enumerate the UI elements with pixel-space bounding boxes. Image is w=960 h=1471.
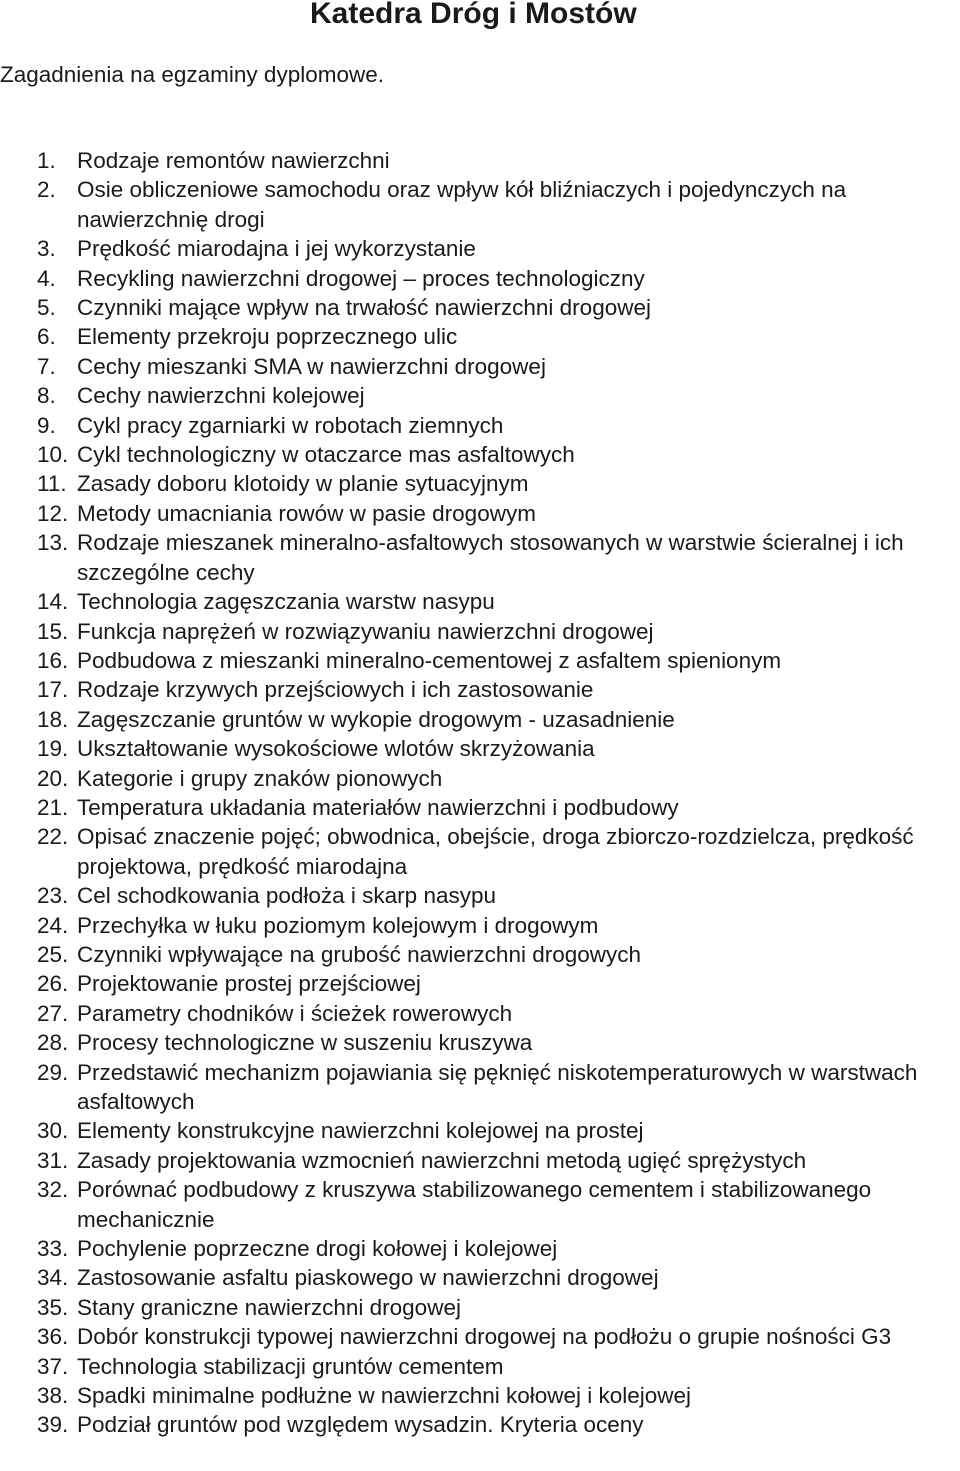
item-text: Spadki minimalne podłużne w nawierzchni kołowej i kolejowej bbox=[77, 1383, 692, 1409]
item-text: Technologia stabilizacji gruntów cementem bbox=[77, 1353, 504, 1379]
item-text: Procesy technologiczne w suszeniu kruszywa bbox=[77, 1030, 533, 1056]
list-item bbox=[0, 675, 960, 704]
item-number: 28. bbox=[37, 1030, 69, 1056]
item-text: Funkcja naprężeń w rozwiązywaniu nawierzchni drogowej bbox=[77, 618, 654, 644]
list-item bbox=[0, 793, 960, 822]
list-item bbox=[0, 1146, 960, 1175]
list-item bbox=[0, 146, 960, 175]
list-item bbox=[0, 1293, 960, 1322]
item-number: 8. bbox=[37, 383, 56, 409]
list-item bbox=[0, 469, 960, 498]
list-item bbox=[0, 764, 960, 793]
list-item bbox=[0, 1028, 960, 1057]
item-number: 38. bbox=[37, 1383, 69, 1409]
list-item bbox=[0, 822, 960, 881]
item-number: 29. bbox=[37, 1059, 69, 1085]
item-number: 15. bbox=[37, 618, 69, 644]
item-number: 5. bbox=[37, 295, 56, 321]
item-text: Projektowanie prostej przejściowej bbox=[77, 971, 421, 997]
list-item bbox=[0, 1116, 960, 1145]
item-text: Osie obliczeniowe samochodu oraz wpływ kół bliźniaczych i pojedynczych na nawierzchnię drogi bbox=[77, 177, 847, 232]
item-number: 11. bbox=[37, 471, 67, 497]
item-text: Porównać podbudowy z kruszywa stabilizowanego cementem i stabilizowanego mechanicznie bbox=[77, 1177, 872, 1232]
item-text: Rodzaje krzywych przejściowych i ich zastosowanie bbox=[77, 677, 594, 703]
item-number: 37. bbox=[37, 1353, 69, 1379]
item-number: 31. bbox=[37, 1147, 69, 1173]
item-number: 20. bbox=[37, 765, 69, 791]
list-item bbox=[0, 1381, 960, 1410]
item-text: Podział gruntów pod względem wysadzin. Kryteria oceny bbox=[77, 1412, 644, 1438]
list-item bbox=[0, 1322, 960, 1351]
page-title: Katedra Dróg i Mostów bbox=[310, 0, 637, 30]
item-number: 21. bbox=[37, 794, 69, 820]
item-number: 22. bbox=[37, 824, 69, 850]
item-text: Cel schodkowania podłoża i skarp nasypu bbox=[77, 883, 496, 909]
list-item bbox=[0, 646, 960, 675]
item-text: Kategorie i grupy znaków pionowych bbox=[77, 765, 443, 791]
list-item bbox=[0, 293, 960, 322]
item-text: Zasady projektowania wzmocnień nawierzchni metodą ugięć sprężystych bbox=[77, 1147, 807, 1173]
item-number: 36. bbox=[37, 1324, 69, 1350]
item-number: 24. bbox=[37, 912, 69, 938]
item-number: 12. bbox=[37, 500, 69, 526]
item-number: 23. bbox=[37, 883, 69, 909]
item-number: 10. bbox=[37, 442, 69, 468]
item-number: 26. bbox=[37, 971, 69, 997]
item-text: Rodzaje mieszanek mineralno-asfaltowych stosowanych w warstwie ścieralnej i ich szczególne cechy bbox=[77, 530, 904, 585]
list-item bbox=[0, 587, 960, 616]
list-item bbox=[0, 940, 960, 969]
item-number: 32. bbox=[37, 1177, 69, 1203]
list-item bbox=[0, 528, 960, 587]
item-number: 17. bbox=[37, 677, 69, 703]
document-subtitle: Zagadnienia na egzaminy dyplomowe. bbox=[0, 62, 384, 87]
item-number: 39. bbox=[37, 1412, 69, 1438]
item-text: Metody umacniania rowów w pasie drogowym bbox=[77, 500, 536, 526]
item-text: Zasady doboru klotoidy w planie sytuacyjnym bbox=[77, 471, 529, 497]
item-number: 27. bbox=[37, 1000, 69, 1026]
item-number: 30. bbox=[37, 1118, 69, 1144]
list-item bbox=[0, 1175, 960, 1234]
item-text: Prędkość miarodajna i jej wykorzystanie bbox=[77, 236, 476, 262]
item-text: Elementy konstrukcyjne nawierzchni kolejowej na prostej bbox=[77, 1118, 644, 1144]
item-number: 6. bbox=[37, 324, 56, 350]
item-text: Czynniki wpływające na grubość nawierzchni drogowych bbox=[77, 941, 642, 967]
topic-list bbox=[0, 146, 960, 1440]
list-item bbox=[0, 322, 960, 351]
item-number: 9. bbox=[37, 412, 56, 438]
item-text: Opisać znaczenie pojęć; obwodnica, obejście, droga zbiorczo-rozdzielcza, prędkość projektowa, prędkość miarodajna bbox=[77, 824, 914, 879]
list-item bbox=[0, 499, 960, 528]
item-number: 7. bbox=[37, 353, 56, 379]
item-text: Zastosowanie asfaltu piaskowego w nawierzchni drogowej bbox=[77, 1265, 659, 1291]
list-item bbox=[0, 617, 960, 646]
item-number: 18. bbox=[37, 706, 69, 732]
item-number: 4. bbox=[37, 265, 56, 291]
item-text: Temperatura układania materiałów nawierzchni i podbudowy bbox=[77, 794, 679, 820]
list-item bbox=[0, 1263, 960, 1292]
list-item bbox=[0, 411, 960, 440]
list-item bbox=[0, 264, 960, 293]
item-text: Podbudowa z mieszanki mineralno-cementowej z asfaltem spienionym bbox=[77, 647, 782, 673]
item-text: Dobór konstrukcji typowej nawierzchni drogowej na podłożu o grupie nośności G3 bbox=[77, 1324, 892, 1350]
list-item bbox=[0, 440, 960, 469]
list-item bbox=[0, 352, 960, 381]
list-item bbox=[0, 911, 960, 940]
item-text: Parametry chodników i ścieżek rowerowych bbox=[77, 1000, 513, 1026]
item-number: 1. bbox=[37, 148, 56, 173]
list-item bbox=[0, 881, 960, 910]
item-number: 16. bbox=[37, 647, 69, 673]
item-text: Czynniki mające wpływ na trwałość nawierzchni drogowej bbox=[77, 295, 651, 321]
item-text: Ukształtowanie wysokościowe wlotów skrzyżowania bbox=[77, 736, 595, 762]
item-text: Elementy przekroju poprzecznego ulic bbox=[77, 324, 458, 350]
item-text: Przedstawić mechanizm pojawiania się pęknięć niskotemperaturowych w warstwach asfaltowych bbox=[77, 1059, 918, 1114]
item-text: Przechyłka w łuku poziomym kolejowym i drogowym bbox=[77, 912, 599, 938]
list-item bbox=[0, 1352, 960, 1381]
item-number: 2. bbox=[37, 177, 56, 203]
list-item bbox=[0, 175, 960, 234]
list-item bbox=[0, 734, 960, 763]
item-number: 14. bbox=[37, 589, 69, 615]
item-text: Cechy mieszanki SMA w nawierzchni drogowej bbox=[77, 353, 546, 379]
item-text: Stany graniczne nawierzchni drogowej bbox=[77, 1294, 461, 1320]
item-text: Pochylenie poprzeczne drogi kołowej i kolejowej bbox=[77, 1236, 558, 1262]
item-number: 25. bbox=[37, 941, 69, 967]
item-text: Rodzaje remontów nawierzchni bbox=[77, 148, 390, 173]
item-text: Cykl pracy zgarniarki w robotach ziemnych bbox=[77, 412, 504, 438]
item-number: 3. bbox=[37, 236, 56, 262]
item-number: 34. bbox=[37, 1265, 69, 1291]
item-number: 13. bbox=[37, 530, 69, 556]
item-number: 19. bbox=[37, 736, 69, 762]
item-number: 33. bbox=[37, 1236, 69, 1262]
list-item bbox=[0, 234, 960, 263]
item-text: Recykling nawierzchni drogowej – proces technologiczny bbox=[77, 265, 645, 291]
list-item bbox=[0, 705, 960, 734]
item-text: Zagęszczanie gruntów w wykopie drogowym - uzasadnienie bbox=[77, 706, 675, 732]
item-text: Cykl technologiczny w otaczarce mas asfaltowych bbox=[77, 442, 575, 468]
list-item bbox=[0, 1410, 960, 1439]
item-number: 35. bbox=[37, 1294, 69, 1320]
item-text: Technologia zagęszczania warstw nasypu bbox=[77, 589, 495, 615]
list-item bbox=[0, 381, 960, 410]
list-item bbox=[0, 1058, 960, 1117]
list-item bbox=[0, 999, 960, 1028]
list-item bbox=[0, 1234, 960, 1263]
item-text: Cechy nawierzchni kolejowej bbox=[77, 383, 365, 409]
list-item bbox=[0, 969, 960, 998]
